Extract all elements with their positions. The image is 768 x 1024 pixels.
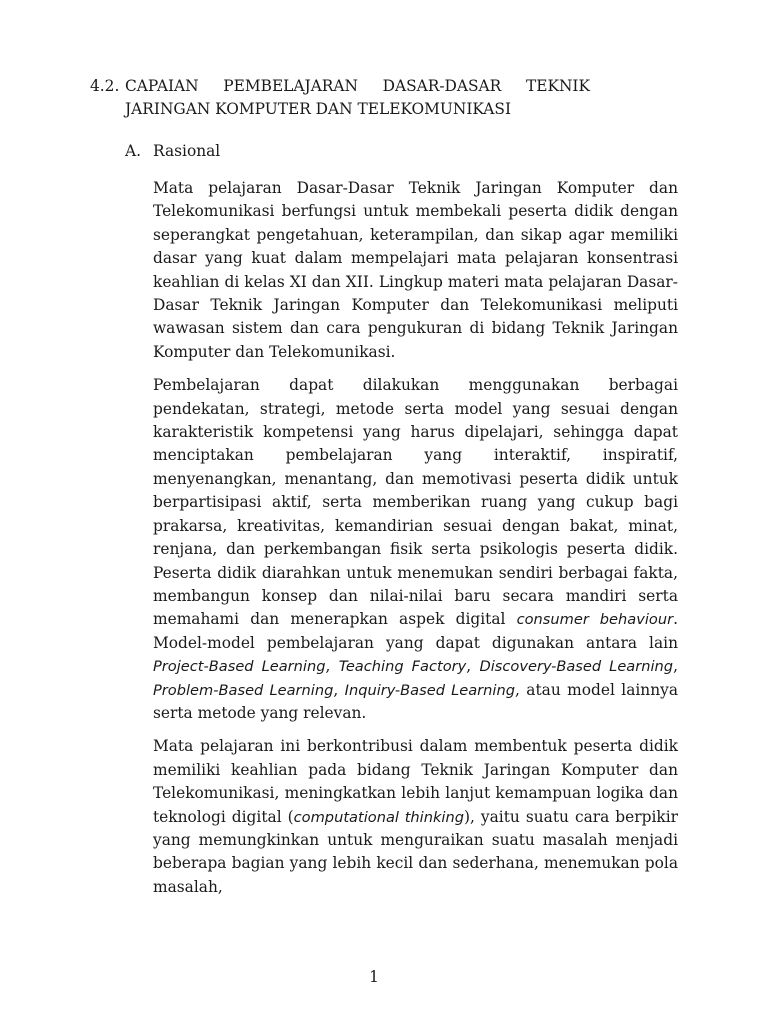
page-number: 1 <box>369 968 379 986</box>
paragraph-3-text: Mata pelajaran ini berkontribusi dalam membentuk peserta didik memiliki keahlian pada bidang Teknik Jaringan Komputer dan Telekomunikasi, meningkatkan lebih lanjut kemampuan logika dan teknologi digital ( <box>153 737 678 826</box>
section-number: 4.2. <box>90 77 120 95</box>
italic-term: Problem-Based Learning <box>153 681 334 699</box>
paragraph-2-text: , atau model lainnya serta metode yang relevan. <box>153 680 678 722</box>
italic-term: Discovery-Based Learning <box>479 658 674 676</box>
italic-term: Inquiry-Based Learning <box>344 681 515 699</box>
italic-term: computational thinking <box>293 808 465 826</box>
section-heading <box>90 75 680 122</box>
paragraph-2-text: Pembelajaran dapat dilakukan menggunakan berbagai pendekatan, strategi, metode serta model yang sesuai dengan karakteristik kompetensi yang harus dipelajari, sehingga dapat menciptakan pembelajaran yang interaktif, inspiratif, menyenangkan, menantang, dan memotivasi peserta didik untuk berpartisipasi aktif, serta memberikan ruang yang cukup bagi prakarsa, kreativitas, kemandirian sesuai dengan bakat, minat, renjana, dan perkembangan fisik serta psikologis peserta didik. Peserta didik diarahkan untuk menemukan sendiri berbagai fakta, membangun konsep dan nilai-nilai baru secara mandiri serta memahami dan menerapkan aspek digital <box>153 376 678 629</box>
paragraph-2-text: . Model-model pembelajaran yang dapat digunakan antara lain <box>153 610 678 652</box>
paragraph-2 <box>153 374 678 725</box>
body-text <box>153 177 678 909</box>
section-title-line-2: JARINGAN KOMPUTER DAN TELEKOMUNIKASI <box>125 100 512 119</box>
paragraph-1: Mata pelajaran Dasar-Dasar Teknik Jaringan Komputer dan Telekomunikasi berfungsi untuk membekali peserta didik dengan seperangkat pengetahuan, keterampilan, dan sikap agar memiliki dasar yang kuat dalam mempelajari mata pelajaran konsentrasi keahlian di kelas XI dan XII. Lingkup materi mata pelajaran Dasar-Dasar Teknik Jaringan Komputer dan Telekomunikasi meliputi wawasan sistem dan cara pengukuran di bidang Teknik Jaringan Komputer dan Telekomunikasi. <box>153 179 678 361</box>
subsection-heading <box>125 140 220 163</box>
section-heading-line-1 <box>90 75 680 98</box>
paragraph-2-text: , <box>673 657 678 676</box>
italic-term: consumer behaviour <box>516 611 674 629</box>
italic-term: Project-Based Learning <box>153 658 326 676</box>
subsection-title: Rasional <box>153 142 221 160</box>
paragraph-2-text: , <box>333 680 345 699</box>
paragraph-2-text: , <box>466 657 480 676</box>
paragraph-3-text: ), yaitu suatu cara berpikir yang memungkinkan untuk menguraikan suatu masalah menjadi beberapa bagian yang lebih kecil dan sederhana, menemukan pola masalah, <box>153 807 678 896</box>
subsection-letter: A. <box>125 142 142 160</box>
section-title-line-1: CAPAIAN PEMBELAJARAN DASAR-DASAR TEKNIK <box>125 77 590 95</box>
paragraph-3 <box>153 735 678 899</box>
paragraph-2-text: , <box>325 657 339 676</box>
italic-term: Teaching Factory <box>338 658 467 676</box>
